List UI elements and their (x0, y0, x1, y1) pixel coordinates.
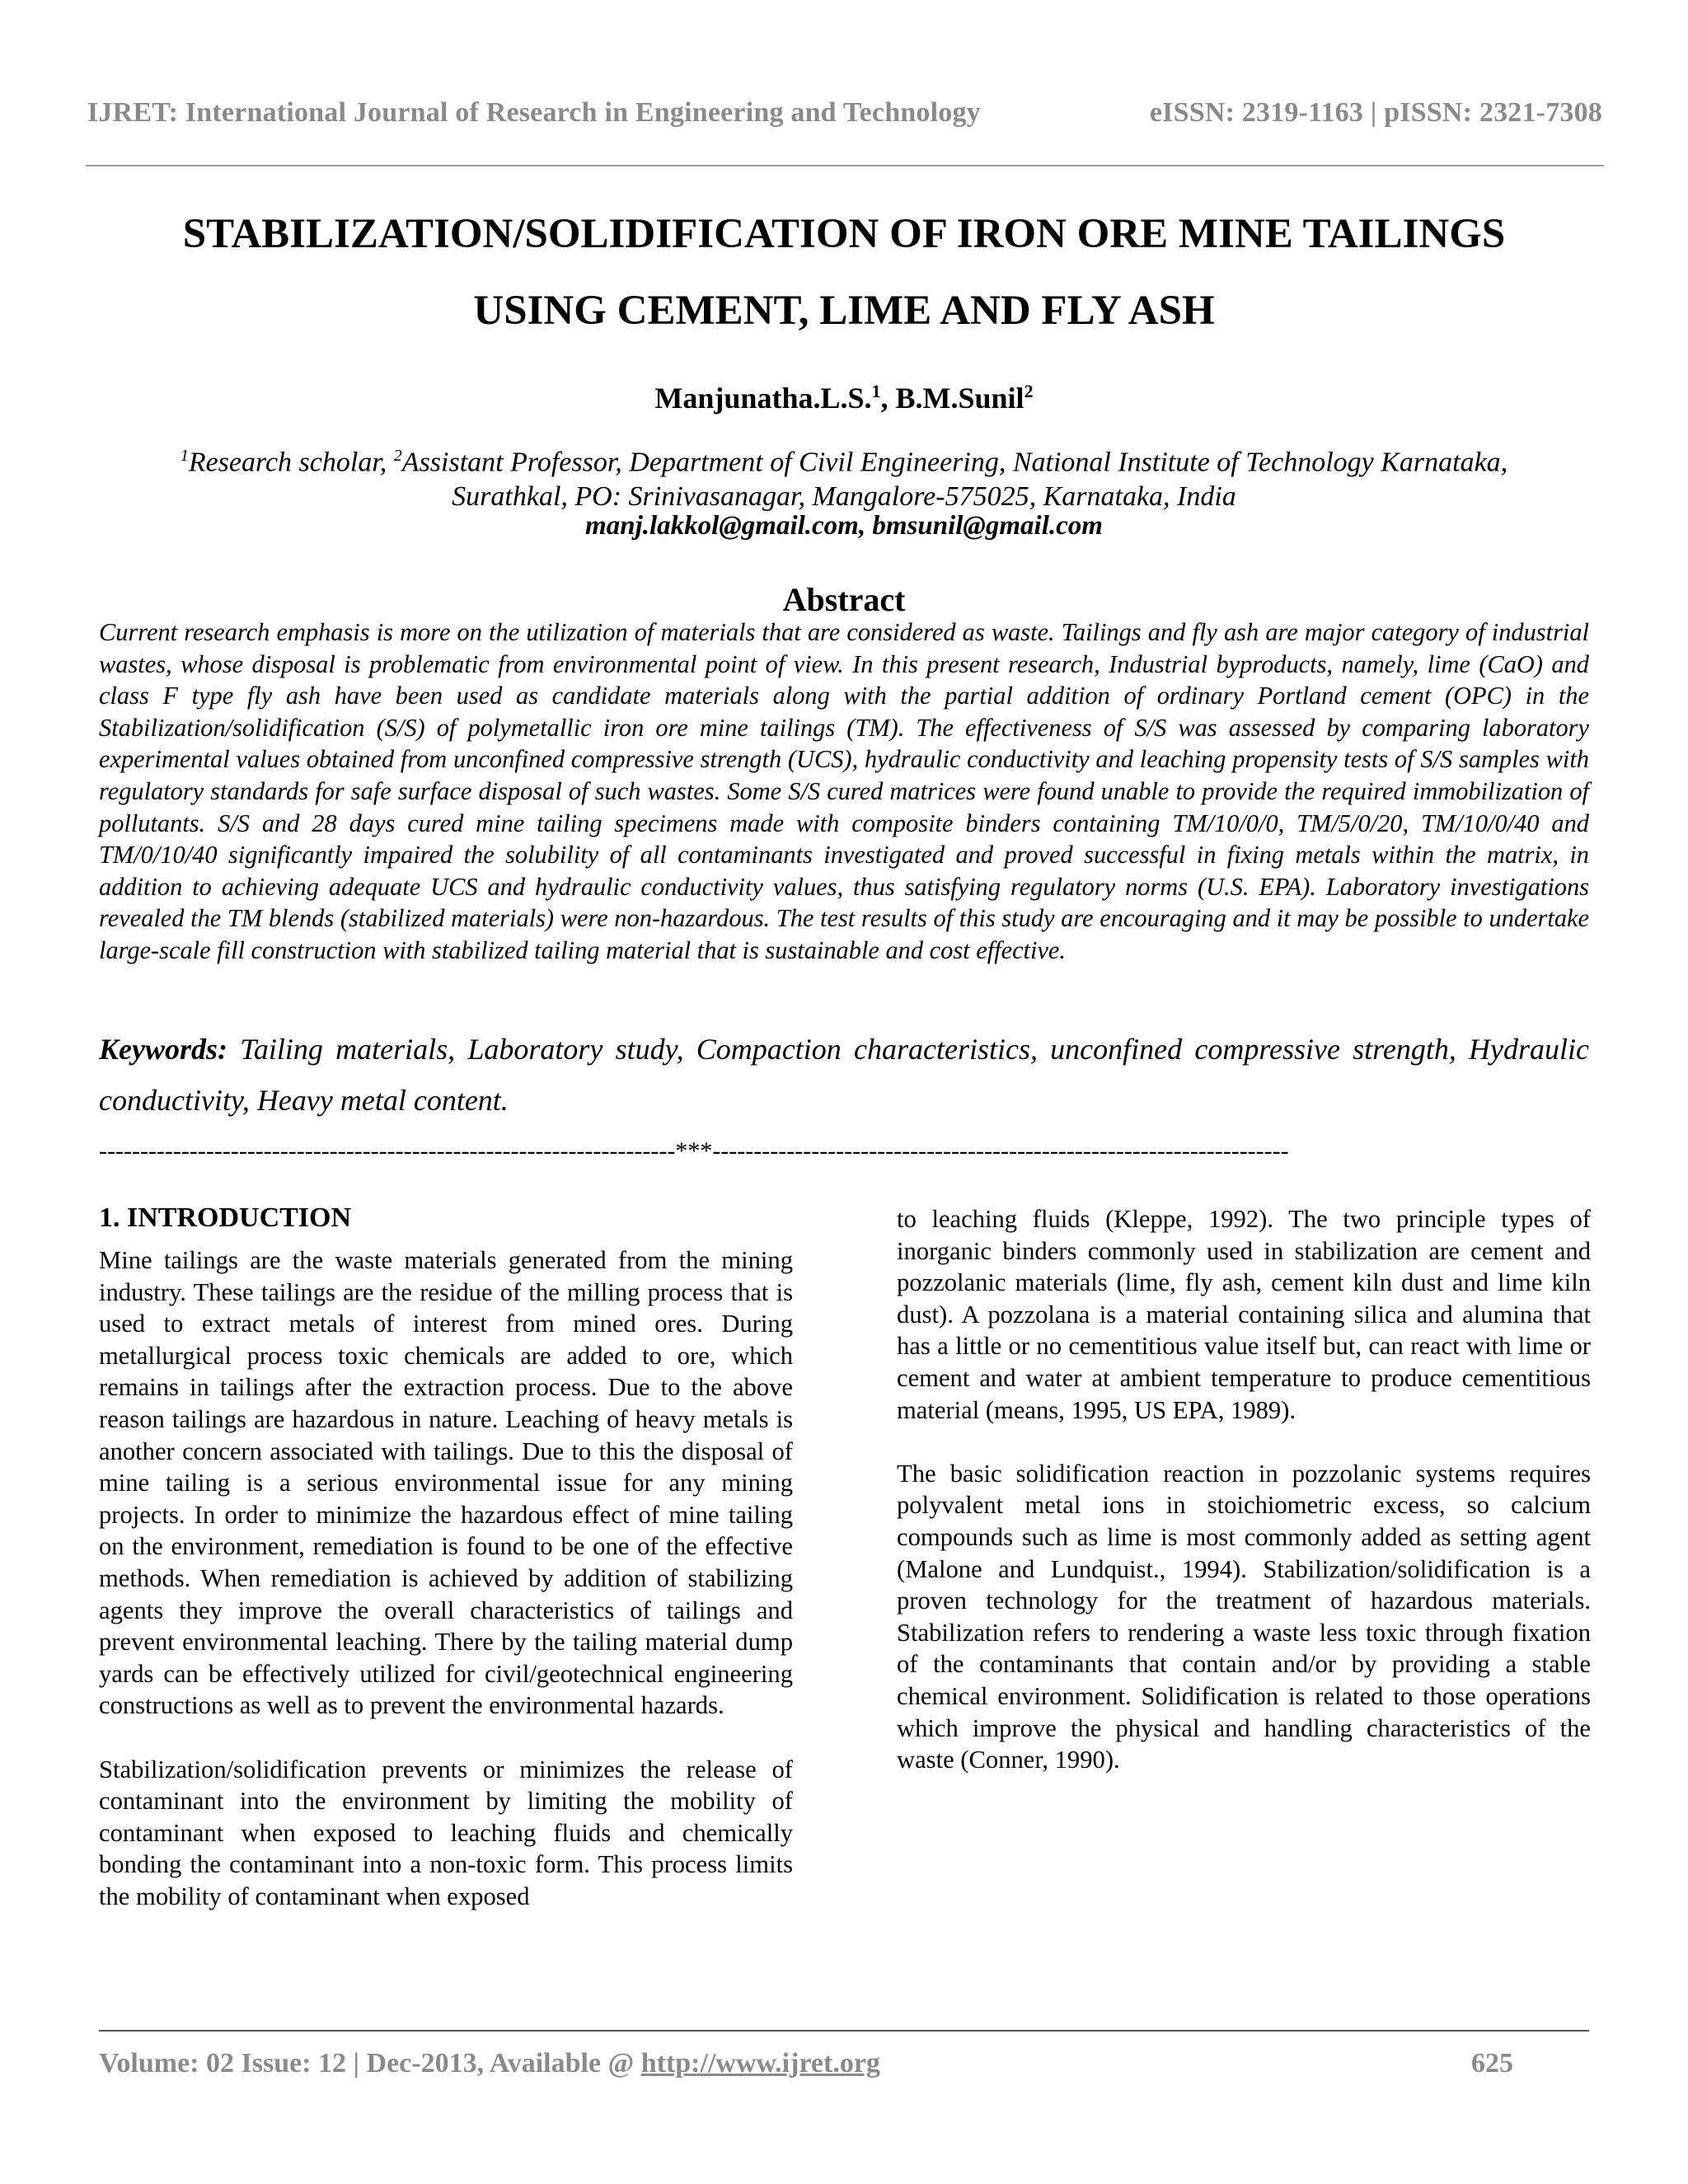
section-separator: ----------------------------------------------------------------------***---------------------------------------------------------------------- (99, 1137, 1289, 1165)
journal-link[interactable]: http://www.ijret.org (640, 2048, 880, 2079)
footer-volume (99, 2048, 880, 2079)
affiliation-marker-1: 1 (180, 447, 189, 465)
section-heading-introduction: 1. INTRODUCTION (99, 1202, 352, 1233)
author-2-marker: 2 (1024, 381, 1034, 401)
right-column (897, 1203, 1591, 1807)
running-header (87, 97, 1602, 129)
authors (0, 381, 1688, 415)
affiliation-role-1: Research scholar, (188, 447, 394, 478)
author-1-marker: 1 (871, 381, 881, 401)
issn-info: eISSN: 2319-1163 | pISSN: 2321-7308 (1149, 97, 1602, 128)
author-emails: manj.lakkol@gmail.com, bmsunil@gmail.com (585, 511, 1103, 541)
paragraph: Stabilization/solidification prevents or minimizes the release of contaminant into the environment by limiting the mobility of contaminant when exposed to leaching fluids and chemically bonding the contaminant into a non-toxic form. This process limits the mobility of contaminant when exposed (99, 1755, 793, 1910)
keywords-text: Tailing materials, Laboratory study, Compaction characteristics, unconfined compressive strength, Hydraulic conductivity, Heavy metal content. (99, 1033, 1589, 1117)
keywords (99, 1024, 1589, 1126)
affiliation (86, 438, 1602, 514)
left-column (99, 1200, 793, 1944)
header-rule (86, 165, 1604, 166)
affiliation-role-2: Assistant Professor, Department of Civil Engineering, National Institute of Technology Karnataka, (401, 447, 1508, 478)
keywords-label: Keywords: (99, 1033, 227, 1066)
title-line-2: USING CEMENT, LIME AND FLY ASH (473, 288, 1215, 334)
affiliation-line-1 (86, 438, 1602, 480)
journal-name: IJRET: International Journal of Research in Engineering and Technology (87, 97, 981, 128)
author-2: B.M.Sunil (895, 382, 1025, 415)
author-1: Manjunatha.L.S. (654, 382, 872, 415)
abstract-text: Current research emphasis is more on the utilization of materials that are considered as waste. Tailings and fly ash are major category of industrial wastes, whose disposal is problematic from environmental point of view. In this present research, Industrial byproducts, namely, lime (CaO) and class F type fly ash have been used as candidate materials along with the partial addition of ordinary Portland cement (OPC) in the Stabilization/solidification (S/S) of polymetallic iron ore mine tailings (TM). The effectiveness of S/S was assessed by comparing laboratory experimental values obtained from unconfined compressive strength (UCS), hydraulic conductivity and leaching propensity tests of S/S samples with regulatory standards for safe surface disposal of such wastes. Some S/S cured matrices were found unable to provide the required immobilization of pollutants. S/S and 28 days cured mine tailing specimens made with composite binders containing TM/10/0/0, TM/5/0/20, TM/10/0/40 and TM/0/10/40 significantly impaired the solubility of all contaminants investigated and proved successful in fixing metals within the matrix, in addition to achieving adequate UCS and hydraulic conductivity values, thus satisfying regulatory norms (U.S. EPA). Laboratory investigations revealed the TM blends (stabilized materials) were non-hazardous. The test results of this study are encouraging and it may be possible to undertake large-scale fill construction with stabilized tailing material that is sustainable and cost effective. (99, 618, 1589, 964)
affiliation-line-2: Surathkal, PO: Srinivasanagar, Mangalore-575025, Karnataka, India (452, 481, 1236, 513)
footer-volume-text: Volume: 02 Issue: 12 | Dec-2013, Available @ (99, 2048, 641, 2079)
affiliation-marker-2: 2 (393, 447, 402, 465)
paragraph: Mine tailings are the waste materials generated from the mining industry. These tailings are the residue of the milling process that is used to extract metals of interest from mined ores. During metallurgical process toxic chemicals are added to ore, which remains in tailings after the extraction process. Due to the above reason tailings are hazardous in nature. Leaching of heavy metals is another concern associated with tailings. Due to this the disposal of mine tailing is a serious environmental issue for any mining projects. In order to minimize the hazardous effect of mine tailing on the environment, remediation is found to be one of the effective methods. When remediation is achieved by addition of stabilizing agents they improve the overall characteristics of tailings and prevent environmental leaching. There by the tailing material dump yards can be effectively utilized for civil/geotechnical engineering constructions as well as to prevent the environmental hazards. (99, 1246, 793, 1720)
footer-rule (99, 2030, 1589, 2032)
page-number: 625 (1471, 2048, 1513, 2079)
running-footer (99, 2048, 1513, 2079)
paper-title (82, 196, 1606, 349)
paragraph: The basic solidification reaction in pozzolanic systems requires polyvalent metal ions in stoichiometric excess, so calcium compounds such as lime is most commonly added as setting agent (Malone and Lundquist., 1994). Stabilization/solidification is a proven technology for the treatment of hazardous materials. Stabilization refers to rendering a waste less toxic through fixation of the contaminants that contain and/or by providing a stable chemical environment. Solidification is related to those operations which improve the physical and handling characteristics of the waste (Conner, 1990). (897, 1459, 1591, 1774)
title-line-1: STABILIZATION/SOLIDIFICATION OF IRON ORE MINE TAILINGS (182, 211, 1506, 257)
abstract-heading: Abstract (782, 581, 906, 618)
author-separator: , (880, 382, 896, 415)
paragraph: to leaching fluids (Kleppe, 1992). The two principle types of inorganic binders commonly used in stabilization are cement and pozzolanic materials (lime, fly ash, cement kiln dust and lime kiln dust). A pozzolana is a material containing silica and alumina that has a little or no cementitious value itself but, can react with lime or cement and water at ambient temperature to produce cementitious material (means, 1995, US EPA, 1989). (897, 1205, 1591, 1424)
